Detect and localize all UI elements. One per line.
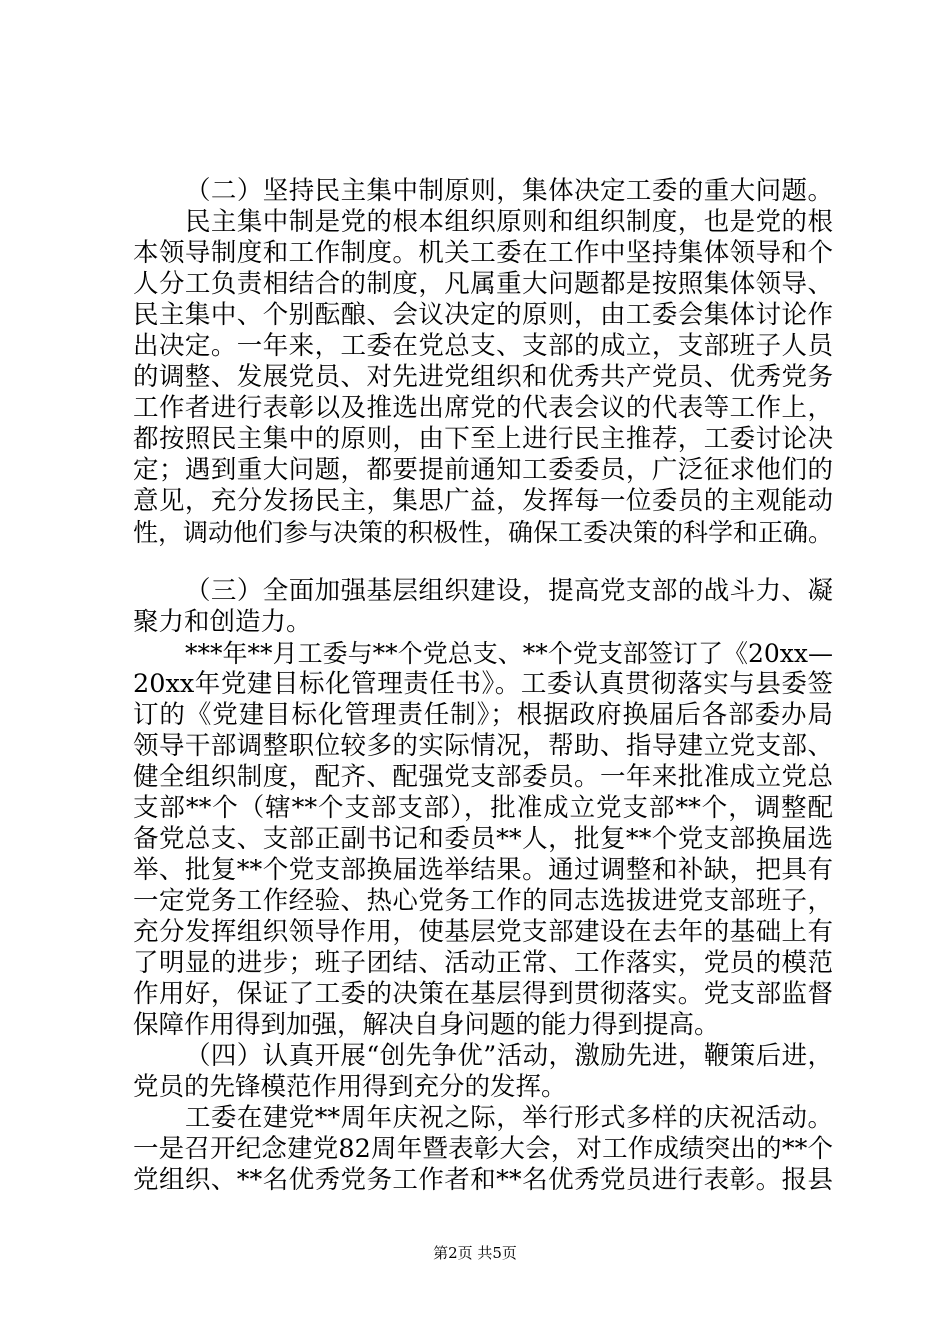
- paragraph-line: 一定党务工作经验、热心党务工作的同志选拔进党支部班子，: [133, 886, 833, 916]
- paragraph-line: 人分工负责相结合的制度，凡属重大问题都是按照集体领导、: [133, 269, 833, 299]
- paragraph-line: 本领导制度和工作制度。机关工委在工作中坚持集体领导和个: [133, 238, 833, 268]
- paragraph-line: 充分发挥组织领导作用，使基层党支部建设在去年的基础上有: [133, 917, 833, 947]
- paragraph-line: 都按照民主集中的原则，由下至上进行民主推荐，工委讨论决: [133, 424, 833, 454]
- paragraph-line: 领导干部调整职位较多的实际情况，帮助、指导建立党支部、: [133, 731, 833, 761]
- paragraph-line: 意见，充分发扬民主，集思广益，发挥每一位委员的主观能动: [133, 486, 833, 516]
- paragraph-line: 支部**个（辖**个支部支部），批准成立党支部**个，调整配: [133, 793, 833, 823]
- paragraph-line: 工委在建党**周年庆祝之际，举行形式多样的庆祝活动。: [185, 1103, 833, 1133]
- paragraph-line: 性，调动他们参与决策的积极性，确保工委决策的科学和正确。: [133, 518, 834, 547]
- paragraph-line: 备党总支、支部正副书记和委员**人，批复**个党支部换届选: [133, 824, 833, 854]
- paragraph-line: 举、批复**个党支部换届选举结果。通过调整和补缺，把具有: [133, 855, 833, 885]
- section-heading-4: （四）认真开展“创先争优”活动，激励先进，鞭策后进，: [185, 1041, 833, 1071]
- paragraph-line: 出决定。一年来，工委在党总支、支部的成立，支部班子人员: [133, 331, 833, 361]
- paragraph-line: 了明显的进步；班子团结、活动正常、工作落实，党员的模范: [133, 948, 833, 978]
- paragraph-line: 党组织、**名优秀党务工作者和**名优秀党员进行表彰。报县: [133, 1165, 833, 1195]
- paragraph-line: 20xx年党建目标化管理责任书》。工委认真贯彻落实与县委签: [133, 669, 833, 699]
- paragraph-line: 健全组织制度，配齐、配强党支部委员。一年来批准成立党总: [133, 762, 833, 792]
- paragraph-line: 民主集中制是党的根本组织原则和组织制度，也是党的根: [185, 207, 833, 237]
- paragraph-line: 民主集中、个别酝酿、会议决定的原则，由工委会集体讨论作: [133, 300, 833, 330]
- paragraph-line: 订的《党建目标化管理责任制》；根据政府换届后各部委办局: [133, 700, 833, 730]
- paragraph-line: 的调整、发展党员、对先进党组织和优秀共产党员、优秀党务: [133, 362, 833, 392]
- section-heading-3-cont: 聚力和创造力。: [133, 607, 312, 637]
- section-heading-4-cont: 党员的先锋模范作用得到充分的发挥。: [133, 1072, 567, 1102]
- paragraph-line: 定；遇到重大问题，都要提前通知工委委员，广泛征求他们的: [133, 455, 833, 485]
- paragraph-line: ***年**月工委与**个党总支、**个党支部签订了《20xx—: [185, 639, 833, 668]
- paragraph-line: 一是召开纪念建党82周年暨表彰大会，对工作成绩突出的**个: [133, 1134, 833, 1164]
- paragraph-line: 保障作用得到加强，解决自身问题的能力得到提高。: [133, 1010, 720, 1040]
- section-heading-2: （二）坚持民主集中制原则，集体决定工委的重大问题。: [185, 176, 833, 206]
- page-number-footer: 第2页 共5页: [433, 1244, 517, 1262]
- paragraph-line: 工作者进行表彰以及推选出席党的代表会议的代表等工作上，: [133, 393, 833, 423]
- paragraph-line: 作用好，保证了工委的决策在基层得到贯彻落实。党支部监督: [133, 979, 833, 1009]
- section-heading-3: （三）全面加强基层组织建设，提高党支部的战斗力、凝: [185, 576, 833, 606]
